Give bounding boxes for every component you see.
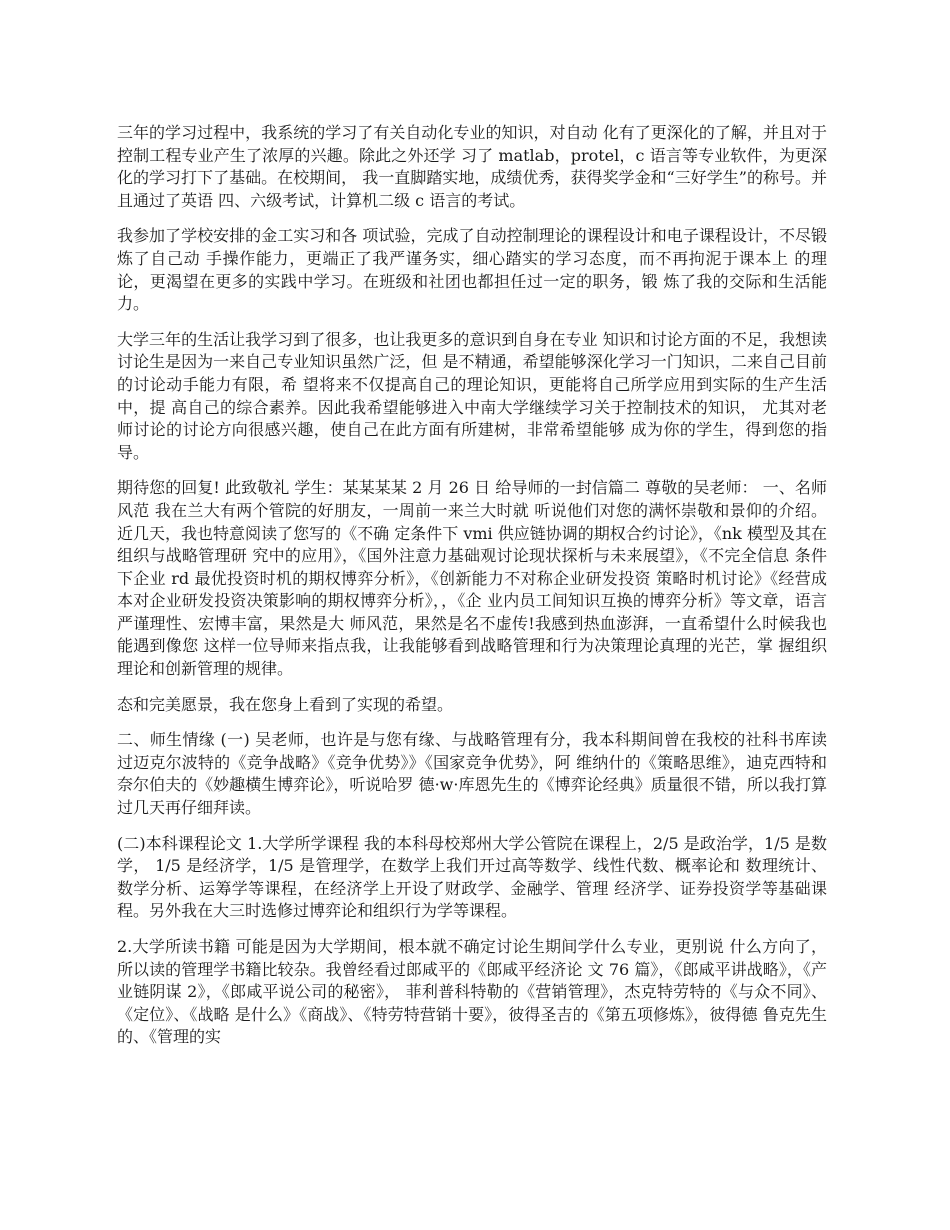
- paragraph-8: 2.大学所读书籍 可能是因为大学期间，根本就不确定讨论生期间学什么专业，更别说 什么方向了，所以读的管理学书籍比较杂。我曾经看过郎咸平的《郎咸平经济论 文 76 篇》，《郎咸平讲战略》，《产业链阴谋 2》，《郎咸平说公司的秘密》， 菲利普科特勒的《营销管理》，杰克特劳特的《与众不同》、《定位》、《战略 是什么》《商战》、《特劳特营销十要》，彼得圣吉的《第五项修炼》，彼得德 鲁克先生的、《管理的实: [117, 937, 827, 1047]
- paragraph-6: 二、师生情缘 (一) 吴老师，也许是与您有缘、与战略管理有分，我本科期间曾在我校的社科书库读过迈克尔波特的《竞争战略》《竞争优势》》《国家竞争优势》，阿 维纳什的《策略思维》，迪克西特和奈尔伯夫的《妙趣横生博弈论》，听说哈罗 德·w·库恩先生的《博弈论经典》质量很不错，所以我打算过几天再仔细拜读。: [117, 730, 827, 818]
- document-page: [117, 122, 827, 1062]
- paragraph-2: 我参加了学校安排的金工实习和各 项试验，完成了自动控制理论的课程设计和电子课程设计，不尽锻炼了自己动 手操作能力，更端正了我严谨务实，细心踏实的学习态度，而不再拘泥于课本上 的理论，更渴望在更多的实践中学习。在班级和社团也都担任过一定的职务，锻 炼了我的交际和生活能力。: [117, 226, 827, 314]
- paragraph-5: 态和完美愿景，我在您身上看到了实现的希望。: [117, 694, 454, 714]
- paragraph-7: (二)本科课程论文 1.大学所学课程 我的本科母校郑州大学公管院在课程上，2/5 是政治学，1/5 是数学， 1/5 是经济学，1/5 是管理学，在数学上我们开过高等数学、线性代数、概率论和 数理统计、数学分析、运筹学等课程，在经济学上开设了财政学、金融学、管理 经济学、证券投资学等基础课程。另外我在大三时选修过博弈论和组织行为学等课程。: [117, 833, 827, 921]
- paragraph-3: 大学三年的生活让我学习到了很多，也让我更多的意识到自身在专业 知识和讨论方面的不足，我想读讨论生是因为一来自己专业知识虽然广泛，但 是不精通，希望能够深化学习一门知识，二来自己目前的讨论动手能力有限，希 望将来不仅提高自己的理论知识，更能将自己所学应用到实际的生产生活中，提 高自己的综合素养。因此我希望能够进入中南大学继续学习关于控制技术的知识， 尤其对老师讨论的讨论方向很感兴趣，使自己在此方面有所建树，非常希望能够 成为你的学生，得到您的指导。: [117, 329, 827, 462]
- paragraph-4: 期待您的回复! 此致敬礼 学生：某某某某 2 月 26 日 给导师的一封信篇二 尊敬的吴老师： 一、名师风范 我在兰大有两个管院的好朋友，一周前一来兰大时就 听说他们对您的满怀崇敬和景仰的介绍。近几天，我也特意阅读了您写的《不确 定条件下 vmi 供应链协调的期权合约讨论》，《nk 模型及其在组织与战略管理研 究中的应用》，《国外注意力基础观讨论现状探析与未来展望》，《不完全信息 条件下企业 rd 最优投资时机的期权博弈分析》，《创新能力不对称企业研发投资 策略时机讨论》《经营成本对企业研发投资决策影响的期权博弈分析》，，《企 业内员工间知识互换的博弈分析》等文章，语言严谨理性、宏博丰富，果然是大 师风范，果然是名不虚传!我感到热血澎湃，一直希望什么时候我也能遇到像您 这样一位导师来指点我，让我能够看到战略管理和行为决策理论真理的光芒，掌 握组织理论和创新管理的规律。: [117, 478, 827, 679]
- paragraph-1: 三年的学习过程中，我系统的学习了有关自动化专业的知识，对自动 化有了更深化的了解，并且对于控制工程专业产生了浓厚的兴趣。除此之外还学 习了 matlab，protel，c 语言等专业软件，为更深化的学习打下了基础。在校期间， 我一直脚踏实地，成绩优秀，获得奖学金和“三好学生”的称号。并且通过了英语 四、六级考试，计算机二级 c 语言的考试。: [117, 123, 827, 210]
